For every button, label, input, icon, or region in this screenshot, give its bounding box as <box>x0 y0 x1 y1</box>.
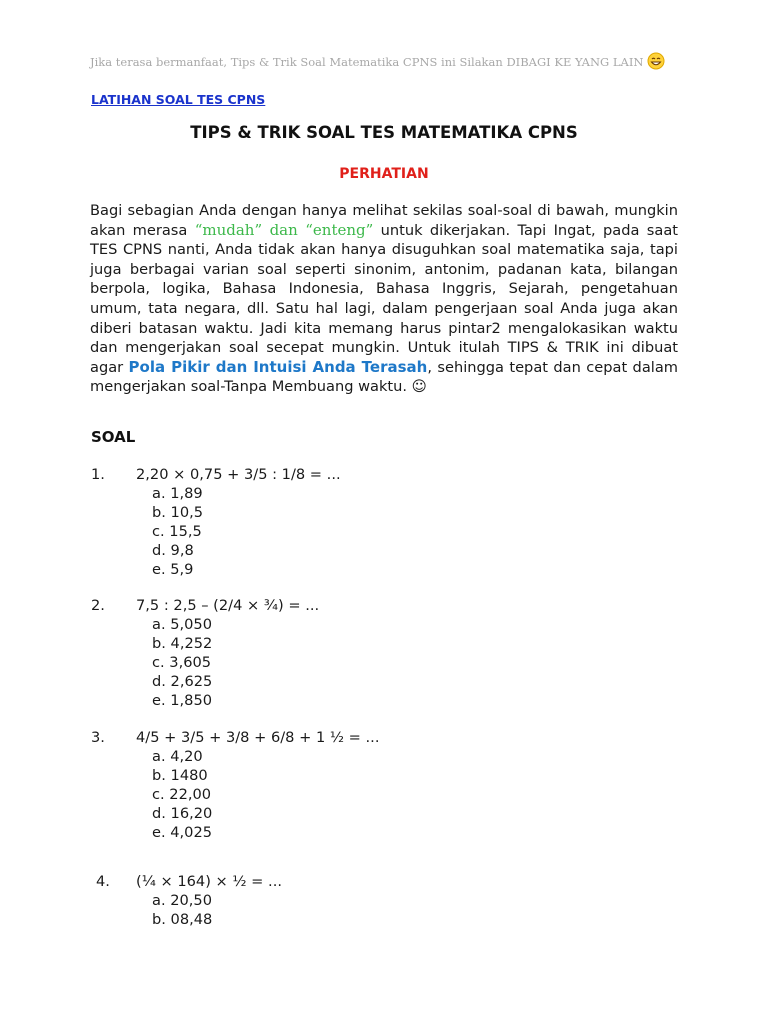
option-d: d. 2,625 <box>152 673 213 690</box>
question-number: 2. <box>91 597 105 614</box>
document-title: TIPS & TRIK SOAL TES MATEMATIKA CPNS <box>190 123 578 142</box>
header-note <box>90 52 650 73</box>
question-text: (¼ × 164) × ½ = ... <box>136 873 282 890</box>
option-c: c. 15,5 <box>152 523 202 540</box>
option-c: c. 22,00 <box>152 786 212 803</box>
question-text: 4/5 + 3/5 + 3/8 + 6/8 + 1 ½ = ... <box>136 729 380 746</box>
option-b: b. 4,252 <box>152 635 213 652</box>
intro-paragraph <box>90 201 678 397</box>
option-a: a. 4,20 <box>152 748 203 765</box>
intro-text-2: untuk dikerjakan. Tapi Ingat, pada saat TES CPNS nanti, Anda tidak akan hanya disuguhkan soal matematika saja, tapi juga berbagai varian soal seperti sinonim, antonim, padanan kata, bilangan berpola, logika, Bahasa Indonesia, Bahasa Inggris, Sejarah, pengetahuan umum, tata negara, dll. Satu hal lagi, dalam pengerjaan soal Anda juga akan diberi batasan waktu. Jadi kita memang harus pintar2 mengalokasikan waktu dan mengerjakan soal secepat mungkin. Untuk itulah TIPS & TRIK ini dibuat agar <box>90 221 678 376</box>
intro-text-3: , sehingga tepat dan cepat dalam mengerjakan soal-Tanpa Membuang waktu. ☺ <box>90 358 678 396</box>
option-b: b. 10,5 <box>152 504 204 521</box>
option-b: b. 1480 <box>152 767 208 784</box>
option-a: a. 5,050 <box>152 616 212 633</box>
option-list <box>152 484 203 579</box>
option-list <box>152 891 212 929</box>
option-e: e. 1,850 <box>152 692 213 709</box>
question-number: 1. <box>91 466 105 483</box>
option-e: e. 5,9 <box>152 561 194 578</box>
intro-highlight-blue: Pola Pikir dan Intuisi Anda Terasah <box>128 357 428 376</box>
question-number: 4. <box>96 873 110 890</box>
intro-highlight-green: “mudah” dan “enteng” <box>194 220 374 239</box>
intro-text-1: Bagi sebagian Anda dengan hanya melihat sekilas soal-soal di bawah, mungkin akan merasa <box>90 202 678 239</box>
option-list <box>152 615 212 710</box>
option-a: a. 1,89 <box>152 485 203 502</box>
option-c: c. 3,605 <box>152 654 212 671</box>
option-list <box>152 747 212 842</box>
header-note-text: Jika terasa bermanfaat, Tips & Trik Soal Matematika CPNS ini Silakan DIBAGI KE YANG LAIN <box>90 55 644 69</box>
question-number: 3. <box>91 729 105 746</box>
option-b: b. 08,48 <box>152 911 213 928</box>
grinning-face-icon <box>647 52 665 73</box>
option-a: a. 20,50 <box>152 892 212 909</box>
soal-heading: SOAL <box>91 428 136 446</box>
option-d: d. 16,20 <box>152 805 213 822</box>
option-d: d. 9,8 <box>152 542 194 559</box>
latihan-soal-link[interactable]: LATIHAN SOAL TES CPNS <box>91 92 266 107</box>
question-text: 7,5 : 2,5 – (2/4 × ¾) = ... <box>136 597 320 614</box>
option-e: e. 4,025 <box>152 824 213 841</box>
attention-heading: PERHATIAN <box>339 166 429 182</box>
question-text: 2,20 × 0,75 + 3/5 : 1/8 = ... <box>136 466 341 483</box>
